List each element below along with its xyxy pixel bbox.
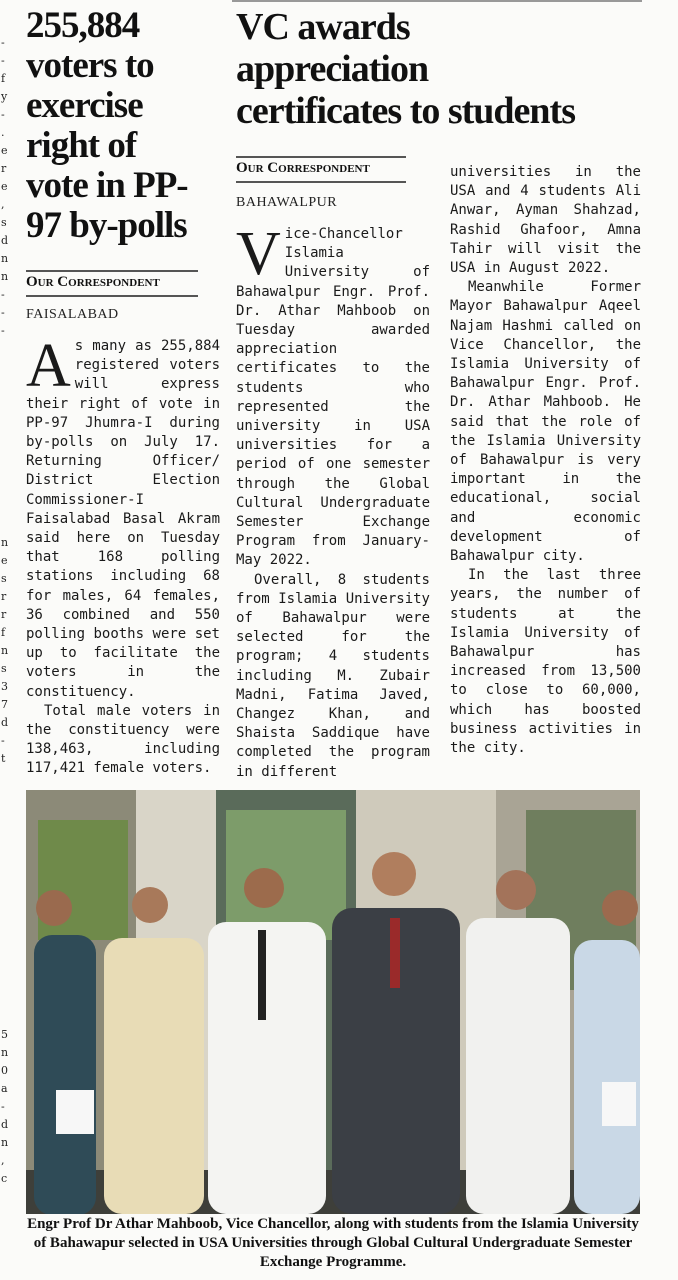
paragraph: universities in the USA and 4 students Ali Anwar, Ayman Shahzad, Rashid Ghafoor, Amna Tahir will visit the USA in August 2022. — [450, 164, 641, 277]
edge-char: f — [1, 72, 6, 85]
edge-char: 3 — [1, 680, 8, 693]
edge-char: f — [1, 626, 6, 639]
top-rule — [232, 0, 642, 2]
edge-char: d — [1, 234, 9, 247]
dateline: BAHAWALPUR — [236, 195, 338, 210]
edge-char: - — [1, 288, 5, 301]
article-vc-col1 — [236, 156, 430, 782]
article-body — [236, 220, 430, 782]
paragraph: Overall, 8 students from Islamia University of Bahawalpur were selected for the program; 4 students including M. Zubair Madni, Fatima Javed, Changez Khan, and Shaista Saddique have completed the program in different — [236, 571, 430, 780]
headline-line: exercise — [26, 85, 143, 126]
edge-char: r — [1, 162, 7, 175]
edge-char: - — [1, 306, 5, 319]
edge-char: - — [1, 108, 5, 121]
edge-char: 0 — [1, 1064, 8, 1077]
edge-char: , — [1, 1154, 5, 1167]
edge-char: r — [1, 590, 7, 603]
edge-char: e — [1, 554, 8, 567]
headline-line: appreciation — [236, 48, 429, 90]
byline: Our Correspondent — [236, 156, 406, 183]
edge-char: s — [1, 662, 7, 675]
previous-column-edge — [0, 0, 12, 1280]
edge-char: t — [1, 752, 6, 765]
headline-line: 255,884 — [26, 5, 140, 46]
byline: Our Correspondent — [26, 270, 198, 297]
edge-char: n — [1, 1136, 9, 1149]
edge-char: e — [1, 144, 8, 157]
article-vc-awards — [236, 6, 642, 132]
edge-char: n — [1, 252, 9, 265]
edge-char: e — [1, 180, 8, 193]
edge-char: , — [1, 198, 5, 211]
edge-char: - — [1, 1100, 5, 1113]
edge-char: - — [1, 36, 5, 49]
article-body — [26, 332, 220, 779]
paragraph: Meanwhile Former Mayor Bahawalpur Aqeel Najam Hashmi called on Vice Chancellor, the Islamia University of Bahawalpur Engr. Prof. Dr. Athar Mahboob. He said that the role of the Islamia University of Bahawalpur is very important in the educational, social and economic development of Bahawalpur city. — [450, 279, 641, 565]
headline-line: 97 by-polls — [26, 205, 187, 246]
headline-voters — [26, 6, 220, 246]
edge-char: r — [1, 608, 7, 621]
headline-line: vote in PP- — [26, 165, 188, 206]
edge-char: 7 — [1, 698, 8, 711]
headline-vc-awards — [236, 6, 642, 132]
edge-char: . — [1, 126, 5, 139]
edge-char: s — [1, 572, 7, 585]
article-vc-col2 — [450, 163, 641, 758]
drop-cap: V — [236, 220, 281, 288]
paragraph: s many as 255,884 registered voters will express their right of vote in PP-97 Jhumra-I during by-polls on July 17. Returning Officer/ District Election Commissioner-I Faisalabad Basal Akram said here on Tuesday that 168 polling stations including 68 for males, 64 females, 36 combined and 550 polling booths were set up to facilitate the voters in the constituency. — [26, 338, 220, 700]
edge-char: 5 — [1, 1028, 8, 1041]
edge-char: c — [1, 1172, 8, 1185]
paragraph: ice-Chancellor Islamia University of Bahawalpur Engr. Prof. Dr. Athar Mahboob on Tuesday awarded appreciation certificates to the students who represented the university in USA universities for a period of one semester through the Global Cultural Undergraduate Semester Exchange Program from January-May 2022. — [236, 226, 430, 569]
group-photo-illustration — [26, 790, 640, 1214]
edge-char: n — [1, 1046, 9, 1059]
edge-char: a — [1, 1082, 8, 1095]
edge-char: s — [1, 216, 7, 229]
article-body — [450, 163, 641, 758]
edge-char: y — [1, 90, 8, 103]
article-voters — [26, 6, 220, 779]
edge-char: d — [1, 1118, 9, 1131]
paragraph: Total male voters in the constituency were 138,463, including 117,421 female voters. — [26, 702, 220, 777]
edge-char: - — [1, 324, 5, 337]
headline-line: certificates to students — [236, 90, 576, 132]
edge-char: n — [1, 270, 9, 283]
edge-char: - — [1, 734, 5, 747]
news-photo — [26, 790, 640, 1214]
drop-cap: A — [26, 332, 71, 400]
headline-line: voters to — [26, 45, 154, 86]
photo-caption: Engr Prof Dr Athar Mahboob, Vice Chancellor, along with students from the Islamia University of Bahawapur selected in USA Universities through Global Cultural Undergraduate Semester Exchange Programme. — [27, 1216, 639, 1270]
paragraph: In the last three years, the number of students at the Islamia University of Bahawalpur has increased from 13,500 to close to 60,000, which has boosted business activities in the city. — [450, 567, 641, 757]
headline-line: VC awards — [236, 6, 410, 48]
edge-char: - — [1, 54, 5, 67]
headline-line: right of — [26, 125, 137, 166]
edge-char: n — [1, 536, 9, 549]
dateline: FAISALABAD — [26, 307, 119, 322]
edge-char: d — [1, 716, 9, 729]
edge-char: n — [1, 644, 9, 657]
